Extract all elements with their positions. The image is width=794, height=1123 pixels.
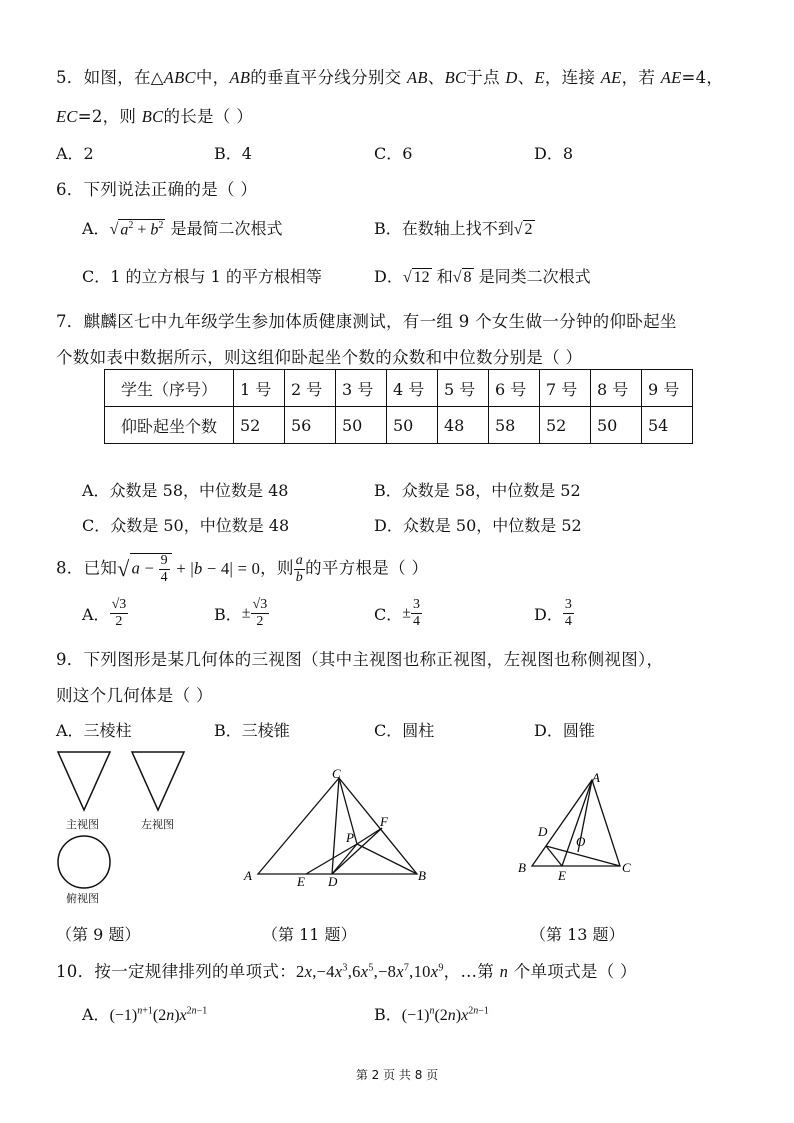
q10-option-a: A．$(-1)^{n+1}(2n)x^{2n-1}$ — [82, 1005, 208, 1024]
q9-option-d: D．圆锥 — [534, 721, 595, 740]
table-header-cell: 3 号 — [336, 370, 387, 407]
fig13-label-a: A — [592, 770, 600, 785]
q10-stem: 10．按一定规律排列的单项式：$2x,-4x^3,6x^5,-8x^7,10x^9$，…第 n 个单项式是（ ） — [56, 962, 637, 981]
q6-option-c: C．1 的立方根与 1 的平方根相等 — [82, 267, 322, 286]
q7-option-b: B．众数是 58，中位数是 52 — [374, 481, 581, 500]
fig11-label-d: D — [328, 874, 338, 888]
table-header-row — [105, 370, 693, 407]
table-cell: 58 — [489, 407, 540, 444]
fig13-label-d: D — [538, 824, 548, 839]
q5-option-d: D．8 — [534, 144, 574, 163]
q6-option-d: D．√ 12 和√ 8 是同类二次根式 — [374, 267, 591, 286]
table-cell: 50 — [387, 407, 438, 444]
q10-option-b: B．$(-1)^n(2n)x^{2n-1}$ — [374, 1005, 489, 1024]
caption-q13: （第 13 题） — [530, 925, 625, 944]
table-cell: 48 — [438, 407, 489, 444]
table-cell: 50 — [336, 407, 387, 444]
q8-option-a: A． $\frac{√3}{2}$ — [82, 597, 127, 629]
table-header-cell: 1 号 — [234, 370, 285, 407]
q6-stem: 6．下列说法正确的是（ ） — [56, 180, 258, 199]
q7-line-1: 7．麒麟区七中九年级学生参加体质健康测试，有一组 9 个女生做一分钟的仰卧起坐 — [56, 312, 677, 331]
table-cell: 54 — [642, 407, 693, 444]
table-header-cell: 8 号 — [591, 370, 642, 407]
q5-line-2: EC=2，则 BC的长是（ ） — [56, 107, 253, 126]
q5-option-c: C．6 — [374, 144, 413, 163]
fig11-label-e: E — [297, 874, 305, 888]
q7-line-2: 个数如表中数据所示，则这组仰卧起坐个数的众数和中位数分别是（ ） — [56, 348, 583, 367]
fig11-label-c: C — [332, 766, 341, 781]
table-row-label: 仰卧起坐个数 — [105, 407, 234, 444]
figure-11 — [236, 764, 436, 888]
q5-option-a: A．2 — [56, 144, 94, 163]
table-cell: 52 — [540, 407, 591, 444]
caption-q9: （第 9 题） — [56, 925, 141, 944]
fig11-label-p: P — [346, 830, 354, 845]
front-view-label: 主视图 — [66, 818, 99, 831]
q9-line-2: 则这个几何体是（ ） — [56, 686, 213, 705]
q8-option-b: B．± $\frac{√3}{2}$ — [214, 597, 268, 629]
q9-option-c: C．圆柱 — [374, 721, 435, 740]
figure-13 — [512, 768, 642, 884]
q5-line-1: 5．如图，在△ABC中，AB的垂直平分线分别交 AB、BC于点 D、E，连接 AE，若 AE=4， — [56, 68, 724, 87]
table-header-cell: 2 号 — [285, 370, 336, 407]
top-view-label: 俯视图 — [66, 892, 99, 905]
q9-option-b: B．三棱锥 — [214, 721, 290, 740]
fig13-label-b: B — [518, 860, 526, 875]
q7-option-d: D．众数是 50，中位数是 52 — [374, 516, 582, 535]
front-view-triangle — [58, 752, 110, 810]
table-row — [105, 407, 693, 444]
table-header-cell: 5 号 — [438, 370, 489, 407]
table-header-cell: 6 号 — [489, 370, 540, 407]
fig11-label-b: B — [418, 868, 426, 883]
situp-table — [104, 369, 693, 444]
q8-option-c: C．± $\frac{3}{4}$ — [374, 597, 421, 629]
q8-stem: 8．已知√ a − $\frac{9}{4}$ + |b − 4| = 0，则 $\frac{a}{b}$ 的平方根是（ ） — [56, 552, 429, 585]
fig13-label-e: E — [558, 868, 566, 883]
table-header-cell: 7 号 — [540, 370, 591, 407]
caption-q11: （第 11 题） — [262, 925, 357, 944]
q5-option-b: B．4 — [214, 144, 252, 163]
q6-option-a: A．√ $a^2 + b^2$ 是最简二次根式 — [82, 219, 283, 238]
table-header-cell: 4 号 — [387, 370, 438, 407]
q6-option-b: B．在数轴上找不到√ 2 — [374, 219, 533, 238]
q9-option-a: A．三棱柱 — [56, 721, 132, 740]
table-header-cell: 9 号 — [642, 370, 693, 407]
fig11-label-f: F — [380, 814, 388, 829]
fig11-label-a: A — [244, 868, 252, 883]
table-header-label: 学生（序号） — [105, 370, 234, 407]
table-cell: 56 — [285, 407, 336, 444]
table-cell: 50 — [591, 407, 642, 444]
top-view-circle — [58, 836, 110, 888]
left-view-label: 左视图 — [141, 818, 174, 831]
q7-option-c: C．众数是 50，中位数是 48 — [82, 516, 290, 535]
table-cell: 52 — [234, 407, 285, 444]
fig13-label-c: C — [622, 860, 631, 875]
left-view-triangle — [132, 752, 184, 810]
fig13-label-o: O — [576, 834, 586, 849]
q8-option-d: D． $\frac{3}{4}$ — [534, 597, 572, 629]
page-footer: 第 2 页 共 8 页 — [355, 1068, 439, 1082]
q7-option-a: A．众数是 58，中位数是 48 — [82, 481, 289, 500]
q9-line-1: 9．下列图形是某几何体的三视图（其中主视图也称正视图，左视图也称侧视图）， — [56, 650, 664, 669]
